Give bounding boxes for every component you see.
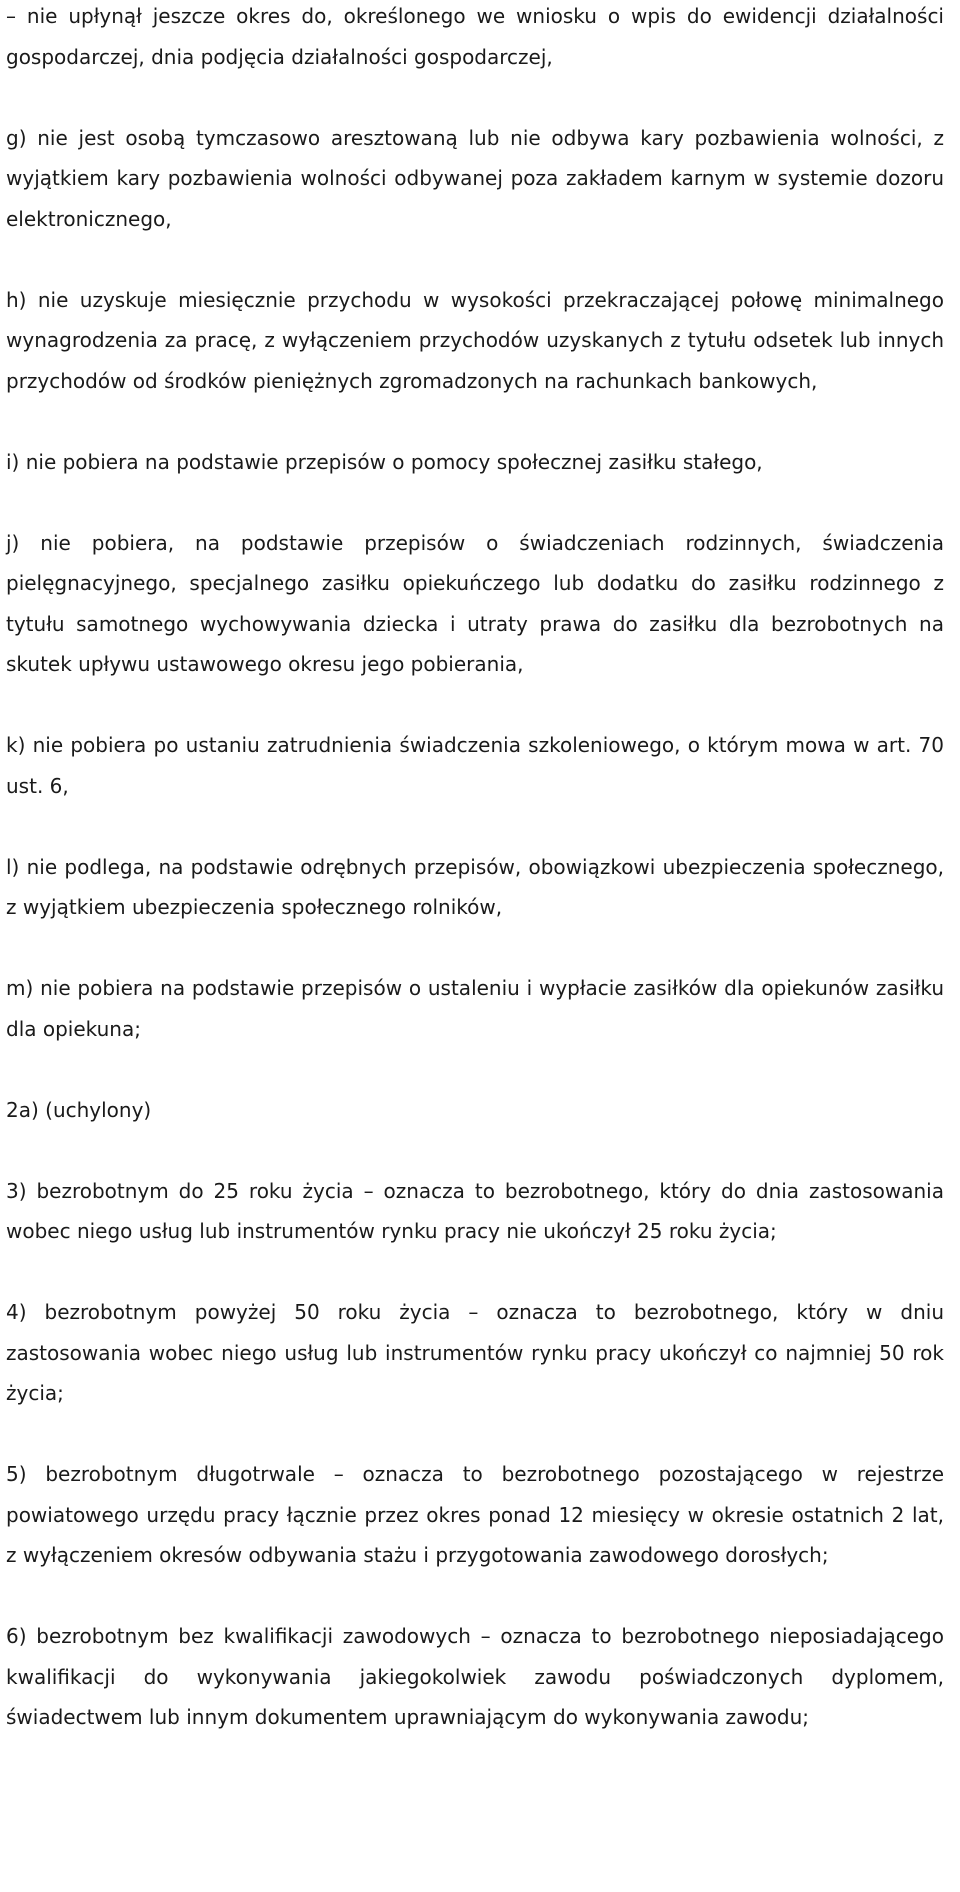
paragraph-item-m: m) nie pobiera na podstawie przepisów o ustaleniu i wypłacie zasiłków dla opiekunów zasiłku dla opiekuna; [6, 976, 944, 1041]
paragraph-item-2a: 2a) (uchylony) [6, 1097, 152, 1122]
document-body [6, 0, 944, 1778]
paragraph-item-j: j) nie pobiera, na podstawie przepisów o świadczeniach rodzinnych, świadczenia pielęgnacyjnego, specjalnego zasiłku opiekuńczego lub dodatku do zasiłku rodzinnego z tytułu samotnego wychowywania dziecka i utraty prawa do zasiłku dla bezrobotnych na skutek upływu ustawowego okresu jego pobierania, [6, 530, 944, 676]
paragraph-item-6: 6) bezrobotnym bez kwalifikacji zawodowych – oznacza to bezrobotnego nieposiadającego kwalifikacji do wykonywania jakiegokolwiek zawodu poświadczonych dyplomem, świadectwem lub innym dokumentem uprawniającym do wykonywania zawodu; [6, 1624, 944, 1729]
paragraph-item-i: i) nie pobiera na podstawie przepisów o pomocy społecznej zasiłku stałego, [6, 449, 763, 474]
paragraph-item-4: 4) bezrobotnym powyżej 50 roku życia – oznacza to bezrobotnego, który w dniu zastosowania wobec niego usług lub instrumentów rynku pracy ukończył co najmniej 50 rok życia; [6, 1300, 944, 1405]
paragraph-item-k: k) nie pobiera po ustaniu zatrudnienia świadczenia szkoleniowego, o którym mowa w art. 70 ust. 6, [6, 733, 944, 798]
paragraph-dash-item: – nie upłynął jeszcze okres do, określonego we wniosku o wpis do ewidencji działalności gospodarczej, dnia podjęcia działalności gospodarczej, [6, 4, 944, 69]
paragraph-item-l: l) nie podlega, na podstawie odrębnych przepisów, obowiązkowi ubezpieczenia społecznego, z wyjątkiem ubezpieczenia społecznego rolników, [6, 854, 944, 919]
paragraph-item-g: g) nie jest osobą tymczasowo aresztowaną lub nie odbywa kary pozbawienia wolności, z wyjątkiem kary pozbawienia wolności odbywanej poza zakładem karnym w systemie dozoru elektronicznego, [6, 125, 944, 231]
paragraph-item-3: 3) bezrobotnym do 25 roku życia – oznacza to bezrobotnego, który do dnia zastosowania wobec niego usług lub instrumentów rynku pracy nie ukończył 25 roku życia; [6, 1178, 944, 1243]
paragraph-item-5: 5) bezrobotnym długotrwale – oznacza to bezrobotnego pozostającego w rejestrze powiatowego urzędu pracy łącznie przez okres ponad 12 miesięcy w okresie ostatnich 2 lat, z wyłączeniem okresów odbywania stażu i przygotowania zawodowego dorosłych; [6, 1462, 944, 1567]
paragraph-item-h: h) nie uzyskuje miesięcznie przychodu w wysokości przekraczającej połowę minimalnego wynagrodzenia za pracę, z wyłączeniem przychodów uzyskanych z tytułu odsetek lub innych przychodów od środków pieniężnych zgromadzonych na rachunkach bankowych, [6, 287, 944, 393]
